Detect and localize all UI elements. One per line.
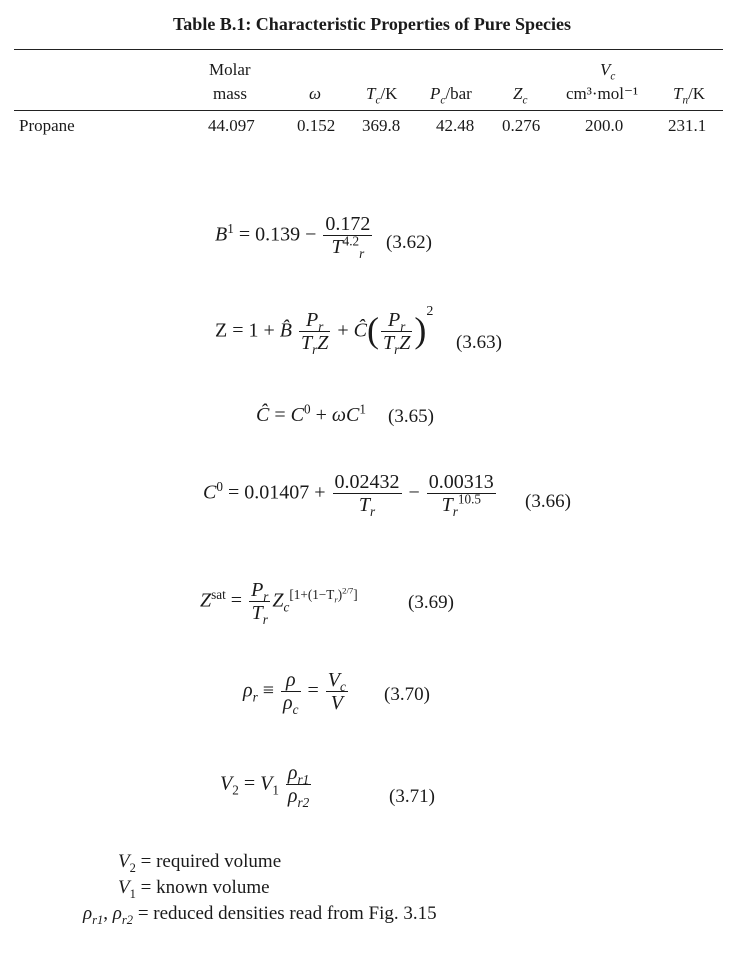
equation-3-69: $Z^{sat}$ = $\frac{P_r}{T_r}$ $Z_c[1+(1-Tr)2/7]$: [200, 579, 358, 627]
cell-species: Propane: [19, 116, 75, 135]
header-molar: Molar: [209, 60, 251, 79]
equation-3-62: $B^1 = 0.139$ − $\frac{0.172}{T^{4.2}_r}$: [215, 213, 371, 261]
header-pc: $P_c$/bar: [430, 84, 472, 107]
equation-number-3-63: (3.63): [456, 332, 502, 353]
header-tn: $T_n/K$: [673, 84, 706, 107]
equation-number-3-69: (3.69): [408, 592, 454, 613]
equation-number-3-62: (3.62): [386, 232, 432, 253]
cell-molar-mass: 44.097: [208, 116, 255, 135]
equation-3-70: $\rho_r$ ≡ $\frac{\rho}{\rho_c}$ = $\frac{V_c}{V}$: [243, 669, 346, 717]
header-rule: [14, 110, 723, 111]
header-zc: $Z_c$: [513, 84, 528, 107]
note-reduced-densities: $\rho_{r1}$, $\rho_{r2}$ = reduced densities read from Fig. 3.15: [83, 903, 437, 927]
equation-number-3-71: (3.71): [389, 786, 435, 807]
cell-vc: 200.0: [585, 116, 624, 135]
cell-tc: 369.8: [362, 116, 401, 135]
equation-3-63: Z = 1 + B̂ $\frac{P_r}{T_rZ}$ + Ĉ( $\frac{P_r}{T_rZ}$ )$^2$: [215, 303, 434, 357]
header-vc: $V_c$: [600, 60, 616, 83]
equation-3-71: $V_2 = V_1$ $\frac{\rho_{r1}}{\rho_{r2}}$: [220, 762, 310, 810]
note-v1: $V_1$ = known volume: [118, 877, 270, 901]
equation-3-65: Ĉ = $C^0 + \omega C^1$: [256, 401, 366, 426]
cell-zc: 0.276: [502, 116, 541, 135]
header-mass: mass: [213, 84, 247, 103]
cell-tn: 231.1: [668, 116, 707, 135]
top-rule: [14, 49, 723, 50]
header-omega: ω: [309, 84, 322, 103]
equation-number-3-65: (3.65): [388, 406, 434, 427]
cell-omega: 0.152: [297, 116, 336, 135]
equation-number-3-66: (3.66): [525, 491, 571, 512]
note-v2: $V_2$ = required volume: [118, 851, 282, 875]
header-tc: $T_c/K$: [366, 84, 398, 107]
cell-pc: 42.48: [436, 116, 475, 135]
table-title: Table B.1: Characteristic Properties of Pure Species: [172, 14, 572, 34]
header-vc-unit: cm³·mol⁻¹: [566, 84, 639, 103]
equation-number-3-70: (3.70): [384, 684, 430, 705]
equation-3-66: $C^0 = 0.01407$ + $\frac{0.02432}{T_r}$ − $\frac{0.00313}{T_r^{10.5}}$: [203, 471, 494, 519]
